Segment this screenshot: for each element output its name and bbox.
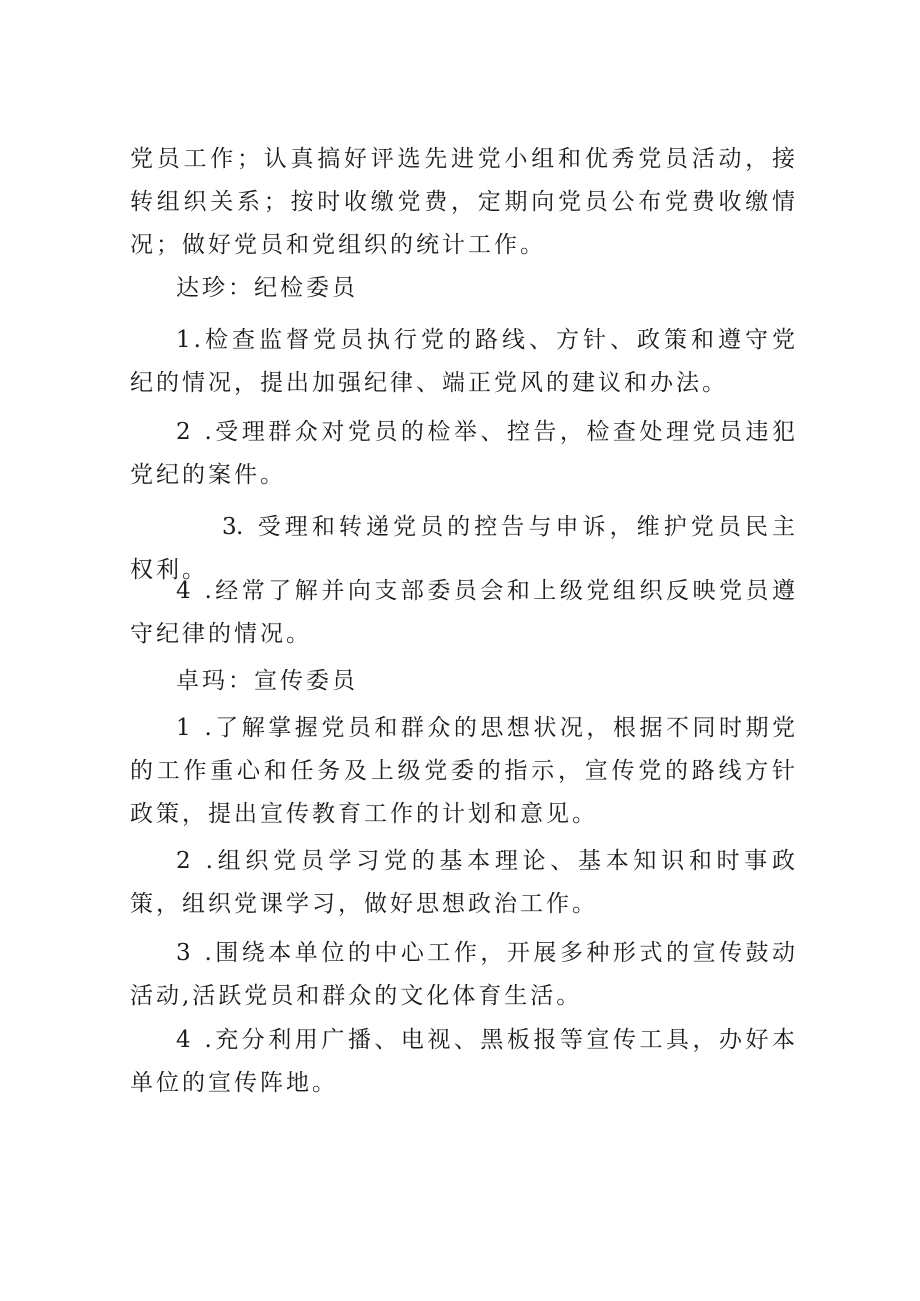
list-item-discipline-1: 1.检查监督党员执行党的路线、方针、政策和遵守党纪的情况，提出加强纪律、端正党风的建议和办法。 <box>130 327 798 396</box>
list-item-propaganda-2: 2 .组织党员学习党的基本理论、基本知识和时事政策，组织党课学习，做好思想政治工作。 <box>130 848 798 917</box>
list-item-propaganda-1: 1 .了解掌握党员和群众的思想状况，根据不同时期党的工作重心和任务及上级党委的指示，宣传党的路线方针政策，提出宣传教育工作的计划和意见。 <box>130 715 798 827</box>
list-item-propaganda-3: 3 .围绕本单位的中心工作，开展多种形式的宣传鼓动活动,活跃党员和群众的文化体育生活。 <box>130 940 798 1009</box>
heading-discipline-committee: 达珍：纪检委员 <box>176 275 358 301</box>
heading-propaganda-committee: 卓玛：宣传委员 <box>176 668 358 694</box>
list-item-discipline-4: 4 .经常了解并向支部委员会和上级党组织反映党员遵守纪律的情况。 <box>130 578 798 647</box>
list-item-number: 3 <box>222 514 240 540</box>
list-item-propaganda-4: 4 .充分利用广播、电视、黑板报等宣传工具，办好本单位的宣传阵地。 <box>130 1027 798 1096</box>
paragraph-party-member-work: 党员工作；认真搞好评选先进党小组和优秀党员活动，接转组织关系；按时收缴党费，定期向党员公布党费收缴情况；做好党员和党组织的统计工作。 <box>130 146 798 258</box>
list-item-text: . 受理和转递党员的控告与申诉，维护党员民主权利。 <box>130 514 798 583</box>
list-item-discipline-2: 2 .受理群众对党员的检举、控告，检查处理党员违犯党纪的案件。 <box>130 419 798 488</box>
